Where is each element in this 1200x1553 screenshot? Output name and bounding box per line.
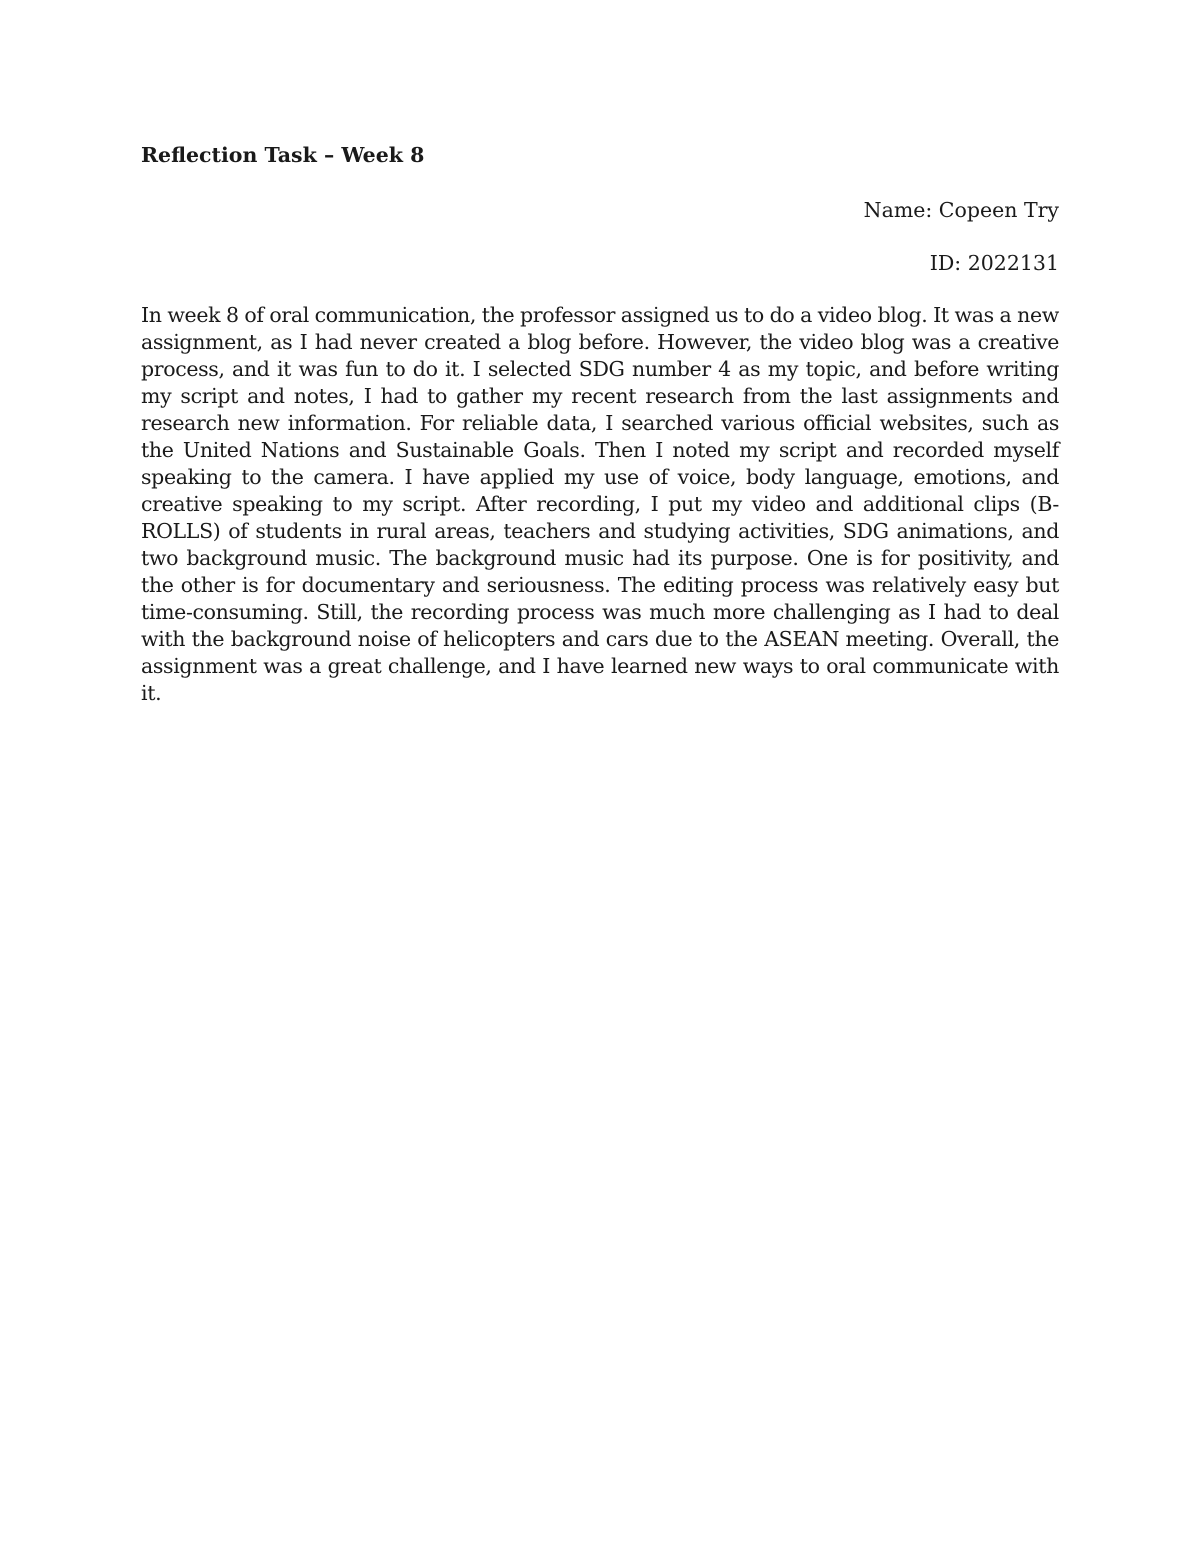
document-title: Reflection Task – Week 8 [141,143,425,167]
reflection-paragraph: In week 8 of oral communication, the professor assigned us to do a video blog. It was a new assignment, as I had never created a blog before. However, the video blog was a creative process, and it was fun to do it. I selected SDG number 4 as my topic, and before writing my script and notes, I had to gather my recent research from the last assignments and research new information. For reliable data, I searched various official websites, such as the United Nations and Sustainable Goals. Then I noted my script and recorded myself speaking to the camera. I have applied my use of voice, body language, emotions, and creative speaking to my script. After recording, I put my video and additional clips (B-ROLLS) of students in rural areas, teachers and studying activities, SDG animations, and two background music. The background music had its purpose. One is for positivity, and the other is for documentary and seriousness. The editing process was relatively easy but time-consuming. Still, the recording process was much more challenging as I had to deal with the background noise of helicopters and cars due to the ASEAN meeting. Overall, the assignment was a great challenge, and I have learned new ways to oral communicate with it. [141,303,1059,705]
student-id: ID: 2022131 [929,251,1059,275]
document-content [141,140,1059,707]
student-name: Name: Copeen Try [863,198,1059,222]
